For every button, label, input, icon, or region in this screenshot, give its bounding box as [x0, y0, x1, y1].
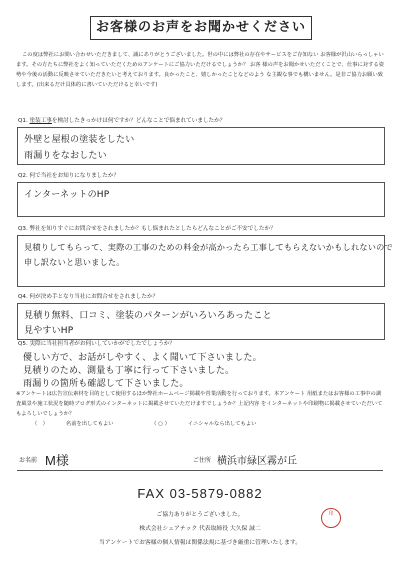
fax-number: FAX 03-5879-0882: [137, 486, 263, 501]
answer-box-1[interactable]: [17, 127, 385, 165]
answer-1-line-2: 雨漏りをなおしたい: [24, 151, 107, 161]
answer-5-line-3: 雨漏りの箇所も確認して下さいました。: [23, 379, 189, 389]
question-1: Q1. 塗装工事を検討したきっかけは何ですか？どんなことで悩まれていましたか？: [18, 118, 226, 124]
seal-stamp: 印: [321, 508, 341, 528]
question-5: Q5. 実際に当社担当者がお伺いしていかがでしたでしょうか？: [18, 341, 175, 347]
address-value[interactable]: 横浜市緑区霧が丘: [217, 456, 297, 467]
answer-2-line-1: インターネットのHP: [24, 190, 110, 200]
footer-thanks: ご協力ありがとうございました。: [156, 512, 244, 518]
answer-box-3[interactable]: [17, 235, 393, 287]
consent-text: ※アンケートは広告宣伝素材を目的として使用するほか弊社ホームページ掲載や営業活動を行っております。本アンケート 用紙またはお客様の工事中の調査風景や施工状況を随時ブログ形式のインターネットに掲載させていただけますでしょうか？上記内容 をインターネットや印刷物に掲載させていただいてもよろしいでしょうか？: [16, 391, 383, 417]
name-label: お名前: [19, 457, 38, 464]
consent-option-initials[interactable]: （ ○ ） イニシャルなら出してもよい: [151, 421, 257, 427]
question-1-topic: 塗装工事: [29, 118, 52, 124]
answer-4-line-1: 見積り無料、口コミ、塗装のパターンがいろいろあったこと: [24, 311, 272, 321]
intro-text: [16, 50, 384, 90]
answer-box-5[interactable]: [17, 350, 383, 388]
answer-box-2[interactable]: [17, 182, 385, 217]
answer-box-4[interactable]: [17, 303, 385, 340]
answer-3-line-1: 見積りしてもらって、実際の工事のための料金が高かったら工事してもらえないかもしれないので: [24, 242, 393, 252]
answer-5-line-2: 見積りのため、測量も丁寧に行って下さいました。: [23, 366, 235, 376]
answer-1-line-1: 外壁と屋根の塗装をしたい: [24, 135, 135, 145]
address-label: ご住所: [193, 457, 212, 464]
page-title: お客様のお声をお聞かせください: [90, 16, 312, 40]
consent-section: [16, 389, 384, 429]
footer-privacy: 当アンケートでお客様の個人情報は関係法規に基づき厳重に管理いたします。: [98, 540, 302, 546]
question-2: Q2. 何で当社をお知りになりましたか？: [18, 173, 120, 179]
answer-5-line-1: 優しい方で、お話がしやすく、よく聞いて下さいました。: [23, 353, 262, 363]
question-3: Q3. 弊社を知りすぐにお問合せをされましたか？もし悩まれたとしたらどんなことがご不安でしたか？: [18, 226, 276, 232]
answer-4-line-2: 見やすいHP: [24, 326, 74, 336]
question-4: Q4. 何が決め手となり当社にお問合せをされましたか？: [18, 294, 159, 300]
answer-3-line-2: 申し訳ないと思いました。: [24, 257, 125, 267]
footer-company: 株式会社シェアテック 代表取締役 大久保 誠二: [139, 526, 261, 532]
name-value[interactable]: M様: [45, 453, 69, 468]
consent-option-name[interactable]: （ ） 名前を出してもよい: [32, 421, 114, 427]
name-underline: [17, 470, 383, 471]
consent-choices: [16, 419, 384, 429]
intro-paragraph: この度は弊社にお問い合わせいただきまして、誠にありがとうございました。世の中には弊社の存在やサービスをご存知ない お客様が沢山いらっしゃいます。その方たちに弊社をよく知っていただくためのアンケートにご協力いただけるでしょうか？ お客 様の声をお聞かせいただくことで、仕事に対する姿勢や今後の活動に反映させていただきたいと考えております。良かったこと、嬉しかったことなどのよう な主観な事でも構いません。是非ご協力お願い致します。(出来るだけ具体的に書いていただけると幸いです): [16, 52, 384, 88]
customer-row: [17, 449, 383, 471]
